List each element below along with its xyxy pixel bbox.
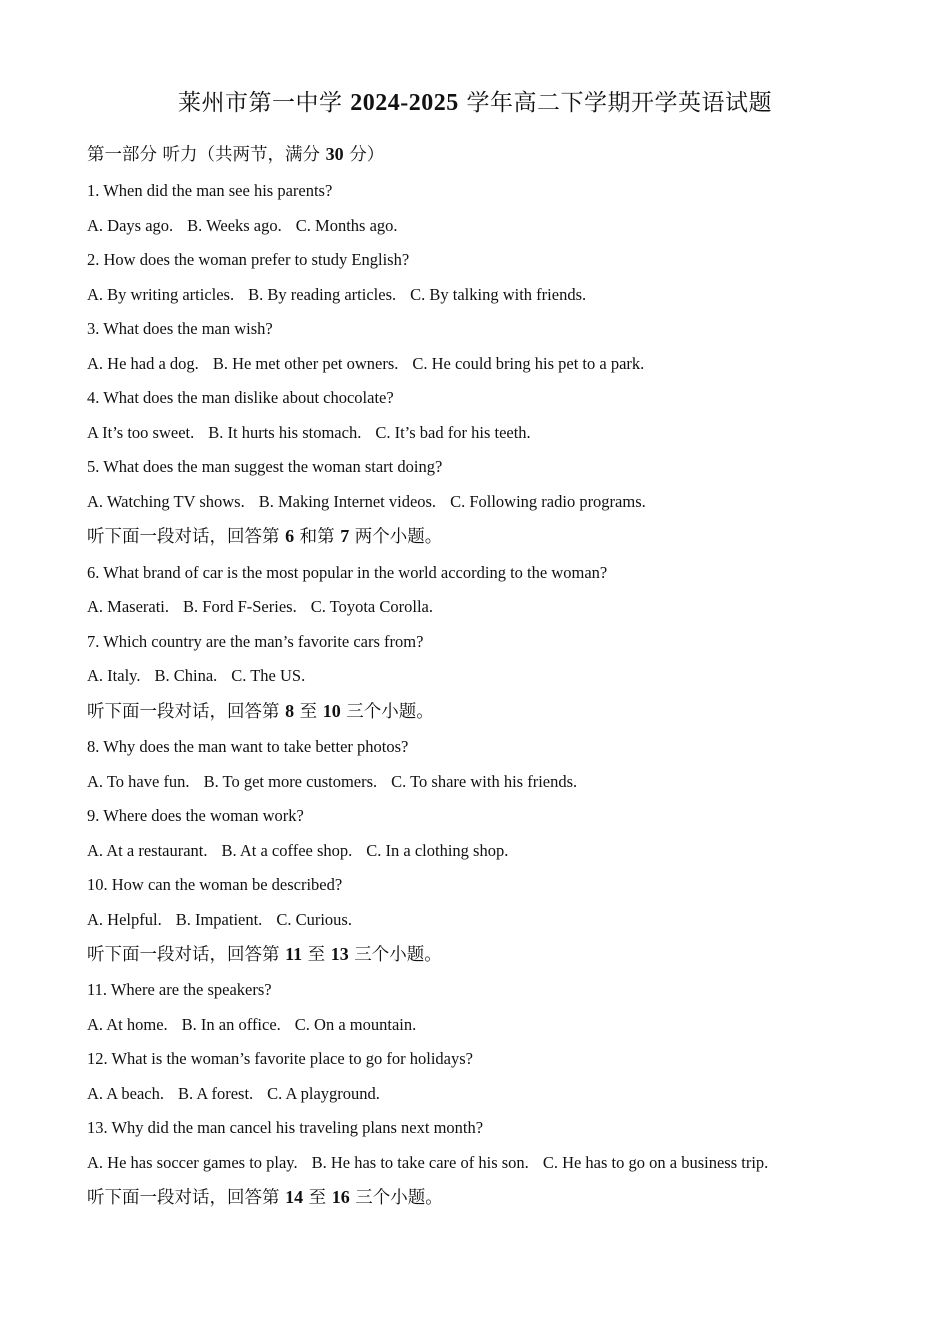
heading-6-7-pre: 听下面一段对话，回答第: [87, 527, 286, 547]
heading-6-7-mid: 和第: [294, 527, 341, 547]
option-12b: B. A forest.: [177, 1084, 254, 1103]
title-subject: 学年高二下学期开学英语试题: [458, 90, 773, 116]
heading-8-10-end: 10: [322, 701, 341, 721]
option-2b: B. By reading articles.: [248, 285, 397, 304]
options-5: [87, 491, 660, 513]
option-6c: C. Toyota Corolla.: [310, 597, 433, 616]
heading-11-13-mid: 至: [302, 945, 331, 965]
option-1b: B. Weeks ago.: [187, 216, 282, 235]
options-12: [87, 1083, 394, 1105]
heading-14-16-pre: 听下面一段对话，回答第: [87, 1188, 286, 1208]
option-4b: B. It hurts his stomach.: [208, 423, 362, 442]
heading-14-16-start: 14: [285, 1187, 304, 1207]
question-7: 7. Which country are the man’s favorite cars from?: [87, 632, 424, 651]
heading-14-16-end: 16: [331, 1187, 350, 1207]
section-heading-14-16: [87, 1184, 443, 1211]
heading-11-13-start: 11: [285, 944, 303, 964]
option-11b: B. In an office.: [181, 1015, 281, 1034]
option-13a: A. He has soccer games to play.: [87, 1153, 298, 1172]
heading-6-7-post: 两个小题。: [349, 527, 443, 547]
option-1a: A. Days ago.: [87, 216, 174, 235]
option-2a: A. By writing articles.: [87, 285, 235, 304]
heading-8-10-post: 三个小题。: [340, 702, 434, 722]
option-6b: B. Ford F-Series.: [183, 597, 297, 616]
option-13b: B. He has to take care of his son.: [311, 1153, 529, 1172]
options-10: [87, 909, 366, 931]
option-8c: C. To share with his friends.: [391, 772, 578, 791]
question-4: 4. What does the man dislike about chocolate?: [87, 388, 394, 407]
heading-11-13-end: 13: [330, 944, 349, 964]
title-school: 莱州市第一中学: [177, 90, 351, 116]
option-11c: C. On a mountain.: [294, 1015, 417, 1034]
question-8: 8. Why does the man want to take better photos?: [87, 737, 409, 756]
part1-heading-end: 分）: [343, 145, 385, 165]
options-4: [87, 422, 545, 444]
question-12: 12. What is the woman’s favorite place to go for holidays?: [87, 1049, 473, 1068]
exam-title: [0, 86, 950, 120]
option-13c: C. He has to go on a business trip.: [542, 1153, 769, 1172]
options-2: [87, 284, 600, 306]
section-heading-6-7: [87, 523, 442, 550]
heading-8-10-start: 8: [285, 701, 295, 721]
question-3: 3. What does the man wish?: [87, 319, 273, 338]
part1-heading-text: 第一部分 听力（共两节，满分: [87, 145, 326, 165]
option-6a: A. Maserati.: [87, 597, 170, 616]
option-5a: A. Watching TV shows.: [87, 492, 245, 511]
option-9b: B. At a coffee shop.: [221, 841, 353, 860]
option-8b: B. To get more customers.: [203, 772, 378, 791]
option-7c: C. The US.: [231, 666, 306, 685]
options-3: [87, 353, 658, 375]
option-8a: A. To have fun.: [87, 772, 190, 791]
option-5c: C. Following radio programs.: [450, 492, 646, 511]
question-6: 6. What brand of car is the most popular in the world according to the woman?: [87, 563, 608, 582]
options-11: [87, 1014, 430, 1036]
options-9: [87, 840, 522, 862]
heading-6-7-start: 6: [285, 526, 295, 546]
option-9a: A. At a restaurant.: [87, 841, 208, 860]
part1-score: 30: [325, 144, 344, 164]
heading-14-16-post: 三个小题。: [349, 1188, 443, 1208]
options-7: [87, 665, 319, 687]
option-5b: B. Making Internet videos.: [258, 492, 437, 511]
question-2: 2. How does the woman prefer to study English?: [87, 250, 410, 269]
heading-14-16-mid: 至: [303, 1188, 332, 1208]
heading-8-10-mid: 至: [294, 702, 323, 722]
option-1c: C. Months ago.: [295, 216, 398, 235]
option-2c: C. By talking with friends.: [410, 285, 587, 304]
section-heading-8-10: [87, 698, 434, 725]
option-3c: C. He could bring his pet to a park.: [412, 354, 645, 373]
title-years: 2024-2025: [350, 90, 459, 116]
question-1: 1. When did the man see his parents?: [87, 181, 333, 200]
options-8: [87, 771, 591, 793]
option-3b: B. He met other pet owners.: [212, 354, 399, 373]
option-10a: A. Helpful.: [87, 910, 162, 929]
option-9c: C. In a clothing shop.: [366, 841, 509, 860]
option-12c: C. A playground.: [267, 1084, 380, 1103]
options-6: [87, 596, 447, 618]
option-10c: C. Curious.: [276, 910, 352, 929]
heading-6-7-end: 7: [340, 526, 350, 546]
option-7a: A. Italy.: [87, 666, 141, 685]
option-12a: A. A beach.: [87, 1084, 164, 1103]
question-9: 9. Where does the woman work?: [87, 806, 304, 825]
options-1: [87, 215, 412, 237]
heading-11-13-pre: 听下面一段对话，回答第: [87, 945, 286, 965]
option-3a: A. He had a dog.: [87, 354, 199, 373]
question-13: 13. Why did the man cancel his traveling plans next month?: [87, 1118, 484, 1137]
heading-8-10-pre: 听下面一段对话，回答第: [87, 702, 286, 722]
option-4a: A It’s too sweet.: [87, 423, 195, 442]
section-heading-11-13: [87, 941, 442, 968]
option-10b: B. Impatient.: [175, 910, 263, 929]
option-11a: A. At home.: [87, 1015, 168, 1034]
option-4c: C. It’s bad for his teeth.: [375, 423, 531, 442]
question-10: 10. How can the woman be described?: [87, 875, 343, 894]
heading-11-13-post: 三个小题。: [348, 945, 442, 965]
options-13: [87, 1152, 782, 1174]
question-5: 5. What does the man suggest the woman start doing?: [87, 457, 443, 476]
part1-heading: [87, 141, 384, 168]
question-11: 11. Where are the speakers?: [87, 980, 272, 999]
option-7b: B. China.: [154, 666, 218, 685]
